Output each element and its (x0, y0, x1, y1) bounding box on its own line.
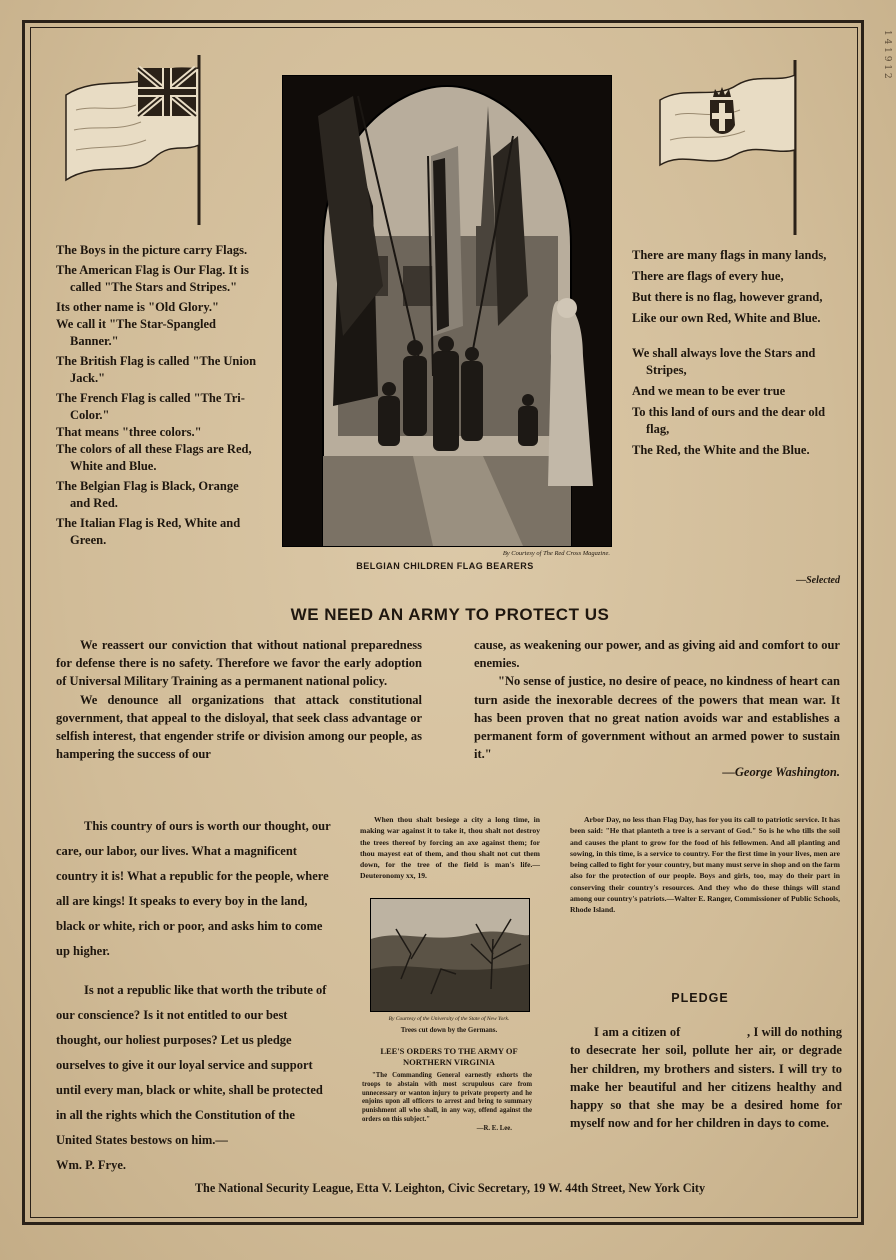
footer: The National Security League, Etta V. Leighton, Civic Secretary, 19 W. 44th Street, New York City (194, 1181, 706, 1195)
flag-fact: The French Flag is called "The Tri-Color." (56, 391, 245, 422)
crest-flag-icon (655, 55, 815, 240)
flag-fact: The colors of all these Flags are Red, White and Blue. (56, 442, 252, 473)
flag-bearers-photo (282, 75, 612, 547)
photo-credit: By Courtesy of The Red Cross Magazine. (502, 550, 610, 557)
margin-note: 1 4 1 9 1 2 (882, 30, 892, 79)
poem-line: The Red, the White and the Blue. (632, 443, 810, 457)
arbor-day-text: Arbor Day, no less than Flag Day, has for you its call to patriotic service. It has been said: "He that planteth a tree is a servant of God." So is he who tills the soil and causes the plant to grow for the food of his fellowmen. And all planting and sowing, in this time, is a service to country. For the first time in your lives, men are being called to fight for your country, but many must serve in shop and on the farm also for the protection of our people. Boys and girls, too, may do their part in conserving their country's resources. And they who do these things will stand among our country's patriots.—Walter E. Ranger, Commissioner of Public Schools, Rhode Island. (570, 815, 840, 915)
poem-line: And we mean to be ever true (632, 384, 786, 398)
flag-fact: The British Flag is called "The Union Jack." (56, 354, 257, 385)
frye-column (56, 814, 332, 1178)
union-jack-flag-icon (56, 50, 216, 230)
poem-line: We shall always love the Stars and Stripes, (632, 346, 816, 377)
frye-paragraph-text: Is not a republic like that worth the tribute of our conscience? Is it not entitled to our best thought, our holiest purposes? Let us pledge ourselves to give it our loyal service and support until every man, black or white, shall be protected in all the rights which the Constitution of the United States bestows on him.— (56, 983, 327, 1147)
pledge-title: PLEDGE (671, 991, 729, 1005)
deuteronomy-text: When thou shalt besiege a city a long time, in making war against it to take it, thou shalt not destroy the trees thereof by forcing an axe against them; for thou mayest eat of them, and thou shalt not cut them down, for the tree of the field is man's life.—Deuteronomy xx, 19. (360, 815, 540, 881)
felled-trees-photo (370, 898, 530, 1012)
flag-fact: The Boys in the picture carry Flags. (56, 243, 248, 257)
army-left-column (56, 636, 422, 763)
lee-orders (362, 1072, 532, 1134)
flag-fact: That means "three colors." (56, 425, 202, 439)
poem-line: Like our own Red, White and Blue. (632, 311, 821, 325)
frye-paragraph: This country of ours is worth our thought, our care, our labor, our lives. What a magnificent country it is! What a republic for the people, where all are kings! It speaks to every boy in the land, black or white, rich or poor, and asks him to come up higher. (56, 819, 331, 958)
lee-orders-title: LEE'S ORDERS TO THE ARMY OF NORTHERN VIRGINIA (380, 1046, 518, 1067)
frye-signature: Wm. P. Frye. (56, 1158, 127, 1172)
poem-line: But there is no flag, however grand, (632, 290, 823, 304)
army-paragraph: cause, as weakening our power, and as giving aid and comfort to our enemies. (474, 638, 840, 671)
deuteronomy-quote (360, 814, 540, 882)
pledge (570, 1023, 846, 1133)
poem-line: To this land of ours and the dear old flag, (632, 405, 826, 436)
flag-fact: We call it "The Star-Spangled Banner." (56, 317, 216, 348)
army-right-column (474, 636, 840, 782)
washington-quote: "No sense of justice, no desire of peace, no kindness of heart can turn aside the inexorable decrees of the powers that mean war. It has been proven that no great nation avoids war and establishes a permanent form of government without an armed power to sustain it." (474, 674, 840, 762)
poem-attribution: —Selected (796, 575, 840, 586)
tree-photo-credit: By Courtesy of the University of the State of New York. (388, 1016, 510, 1022)
flag-fact: The Italian Flag is Red, White and Green. (56, 516, 241, 547)
lee-signature: —R. E. Lee. (476, 1124, 512, 1132)
arbor-day-column (570, 814, 840, 916)
flag-fact: The American Flag is Our Flag. It is called "The Stars and Stripes." (56, 263, 249, 294)
poem-line: There are many flags in many lands, (632, 248, 827, 262)
flag-fact: The Belgian Flag is Black, Orange and Red. (56, 479, 239, 510)
army-paragraph: We denounce all organizations that attack constitutional government, that appeal to the disloyal, that seek class advantage or selfish interest, that engender strife or division among our people, as hampering the success of our (56, 692, 422, 762)
army-paragraph: We reassert our conviction that without national preparedness for defense there is no safety. Therefore we favor the early adoption of Universal Military Training as a permanent national policy. (56, 638, 422, 689)
poem (632, 247, 842, 463)
tree-photo-caption: Trees cut down by the Germans. (400, 1026, 498, 1034)
headline: WE NEED AN ARMY TO PROTECT US (290, 605, 610, 624)
pledge-text: I am a citizen of , I will do nothing to desecrate her soil, pollute her air, or degrade her children, my brothers and sisters. I will try to make her beautiful and her citizens healthy and happy so that she may be a desired home for myself now and for her children in days to come. (570, 1025, 846, 1131)
frye-paragraph (56, 978, 332, 1153)
photo-caption: BELGIAN CHILDREN FLAG BEARERS (356, 561, 534, 571)
flag-fact: Its other name is "Old Glory." (56, 300, 219, 314)
lee-orders-text: "The Commanding General earnestly exhorts the troops to abstain with most scrupulous care from unnecessary or wanton injury to private property and he enjoins upon all officers to arrest and bring to summary punishment all who shall, in any way, offend against the orders on this subject." (362, 1072, 532, 1123)
poem-line: There are flags of every hue, (632, 269, 784, 283)
washington-attribution: —George Washington. (722, 765, 840, 780)
flag-facts-column (56, 242, 260, 552)
